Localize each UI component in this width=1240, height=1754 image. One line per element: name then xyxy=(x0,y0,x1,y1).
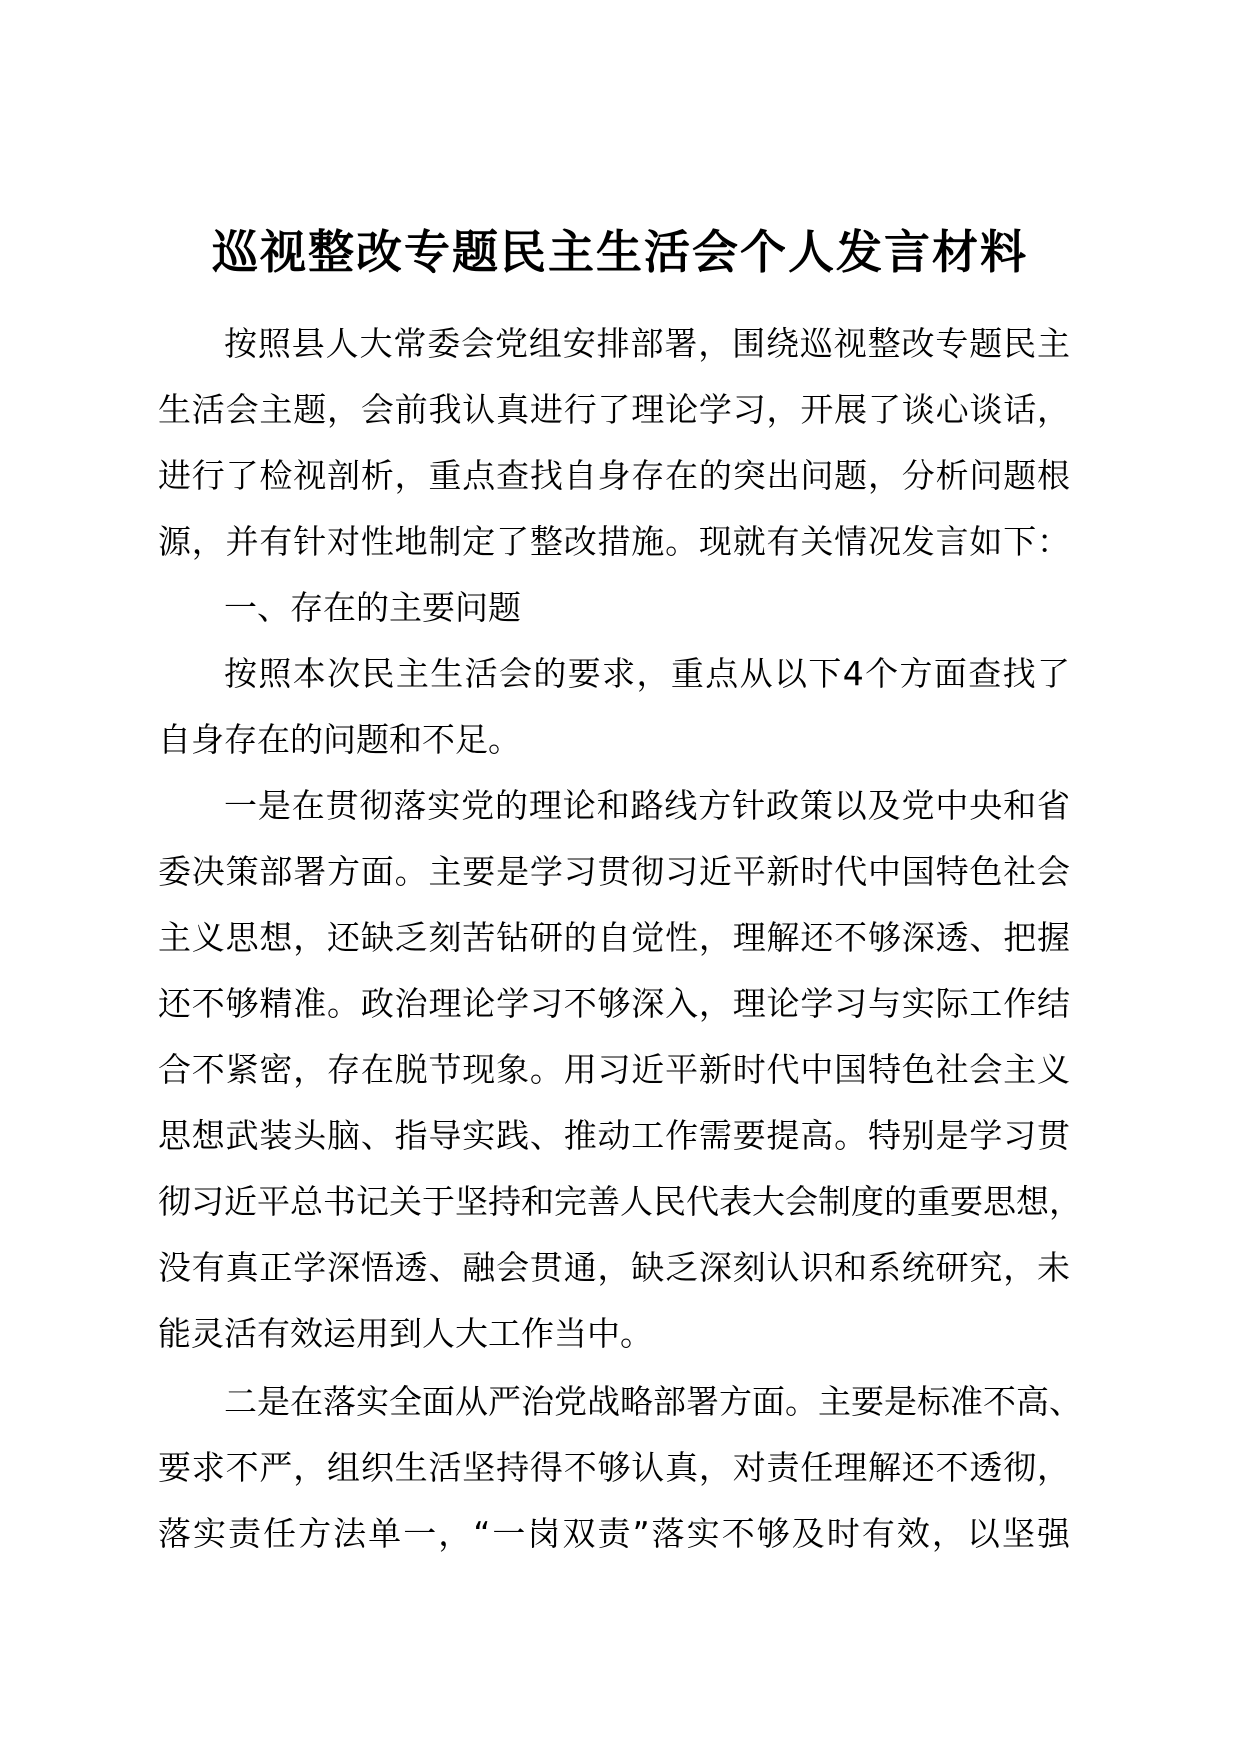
point-two-line-3: 落实责任方法单一，“一岗双责”落实不够及时有效，以坚强 xyxy=(158,1514,1070,1553)
intro-line-2: 生活会主题，会前我认真进行了理论学习，开展了谈心谈话， xyxy=(158,390,1070,429)
point-one-line-3: 主义思想，还缺乏刻苦钻研的自觉性，理解还不够深透、把握 xyxy=(158,918,1070,957)
section-heading: 一、存在的主要问题 xyxy=(224,588,521,627)
point-one-line-4: 还不够精准。政治理论学习不够深入，理论学习与实际工作结 xyxy=(158,984,1070,1023)
intro-line-1: 按照县人大常委会党组安排部署，围绕巡视整改专题民主 xyxy=(224,324,1070,363)
point-one-line-7: 彻习近平总书记关于坚持和完善人民代表大会制度的重要思想， xyxy=(158,1182,1082,1221)
point-one-line-8: 没有真正学深悟透、融会贯通，缺乏深刻认识和系统研究，未 xyxy=(158,1248,1070,1287)
overview-line-2: 自身存在的问题和不足。 xyxy=(158,720,521,759)
point-one-line-6: 思想武装头脑、指导实践、推动工作需要提高。特别是学习贯 xyxy=(158,1116,1070,1155)
intro-line-3: 进行了检视剖析，重点查找自身存在的突出问题，分析问题根 xyxy=(158,456,1070,495)
point-one-line-5: 合不紧密，存在脱节现象。用习近平新时代中国特色社会主义 xyxy=(158,1050,1070,1089)
intro-line-4: 源，并有针对性地制定了整改措施。现就有关情况发言如下： xyxy=(158,522,1070,561)
point-one-line-1: 一是在贯彻落实党的理论和路线方针政策以及党中央和省 xyxy=(224,786,1070,825)
point-one-line-9: 能灵活有效运用到人大工作当中。 xyxy=(158,1314,653,1353)
overview-line-1: 按照本次民主生活会的要求，重点从以下4个方面查找了 xyxy=(224,654,1070,693)
point-two-line-1: 二是在落实全面从严治党战略部署方面。主要是标准不高、 xyxy=(224,1382,1082,1421)
point-two-line-2: 要求不严，组织生活坚持得不够认真，对责任理解还不透彻， xyxy=(158,1448,1070,1487)
document-title: 巡视整改专题民主生活会个人发言材料 xyxy=(212,225,1028,279)
point-one-line-2: 委决策部署方面。主要是学习贯彻习近平新时代中国特色社会 xyxy=(158,852,1070,891)
